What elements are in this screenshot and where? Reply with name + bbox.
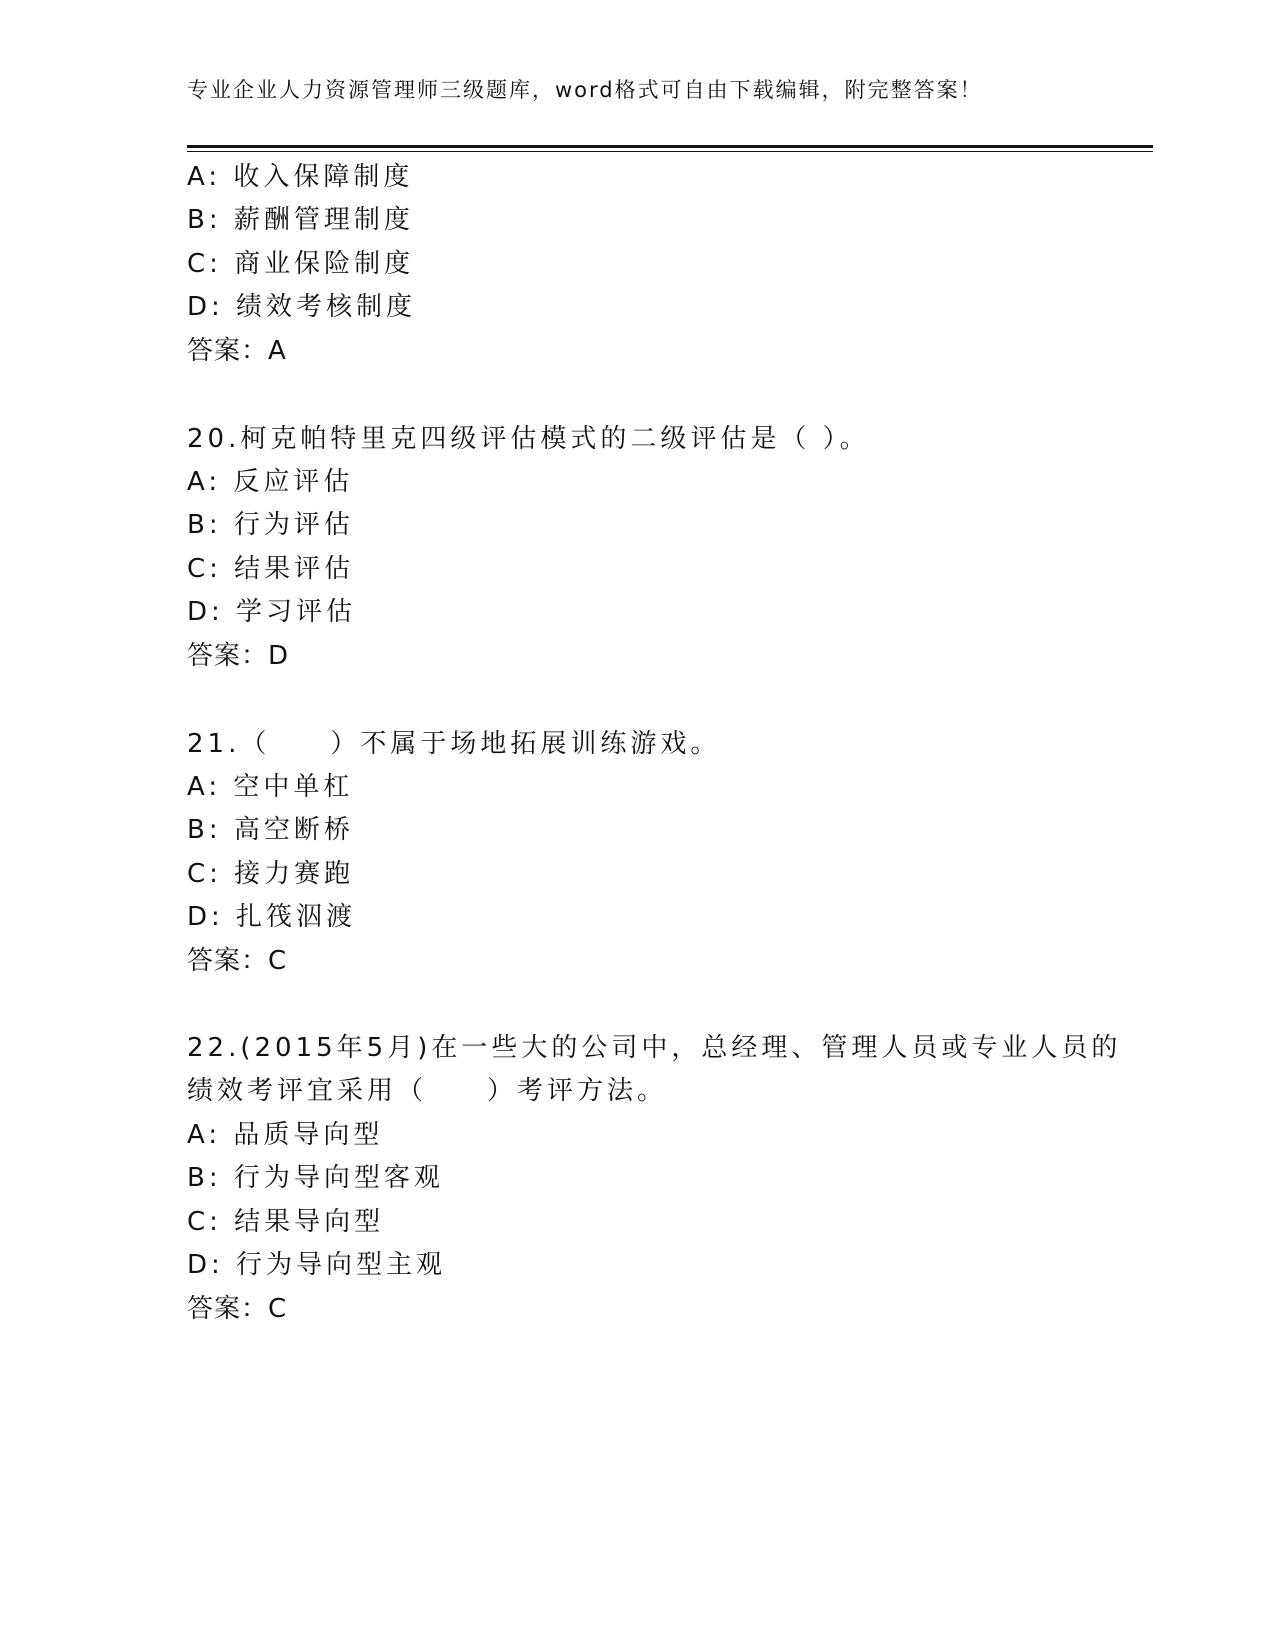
header-rule-thin (187, 151, 1153, 152)
option-a: A: 收入保障制度 (187, 162, 414, 192)
option-d: D: 绩效考核制度 (187, 292, 417, 322)
q20-answer: 答案：D (187, 641, 290, 671)
q20-option-d: D: 学习评估 (187, 597, 357, 627)
q20-option-b: B: 行为评估 (187, 510, 354, 540)
q21-option-b: B: 高空断桥 (187, 815, 354, 845)
q22-option-c: C: 结果导向型 (187, 1207, 385, 1237)
q22-option-b: B: 行为导向型客观 (187, 1163, 444, 1193)
option-c: C: 商业保险制度 (187, 249, 415, 279)
question-22-line-2: 绩效考评宜采用（ ）考评方法。 (187, 1076, 668, 1106)
page-header: 专业企业人力资源管理师三级题库，word格式可自由下载编辑，附完整答案！ (187, 78, 983, 102)
question-20: 20.柯克帕特里克四级评估模式的二级评估是（ ）。 (187, 424, 870, 454)
q21-option-c: C: 接力赛跑 (187, 859, 355, 889)
q22-option-d: D: 行为导向型主观 (187, 1250, 447, 1280)
q20-option-a: A: 反应评估 (187, 467, 354, 497)
option-b: B: 薪酬管理制度 (187, 205, 414, 235)
q22-answer: 答案：C (187, 1294, 288, 1324)
q21-option-a: A: 空中单杠 (187, 772, 354, 802)
header-rule-thick (187, 145, 1153, 148)
q20-option-c: C: 结果评估 (187, 554, 355, 584)
answer-line: 答案：A (187, 336, 287, 366)
q21-option-d: D: 扎筏泅渡 (187, 902, 357, 932)
q21-answer: 答案：C (187, 946, 288, 976)
question-22-line-1: 22.(2015年5月)在一些大的公司中，总经理、管理人员或专业人员的 (187, 1033, 1122, 1063)
question-21: 21.（ ）不属于场地拓展训练游戏。 (187, 729, 721, 759)
q22-option-a: A: 品质导向型 (187, 1120, 384, 1150)
